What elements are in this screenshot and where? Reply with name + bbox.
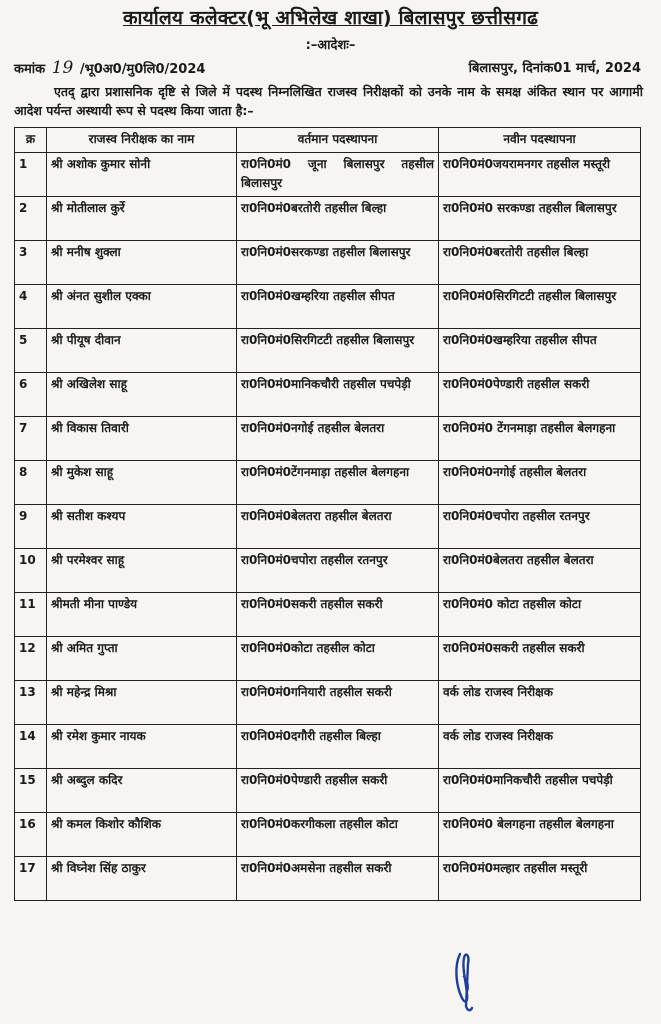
new-posting-cell: रा0नि0मं0नगोई तहसील बेलतरा (439, 461, 641, 505)
new-posting-cell: रा0नि0मं0सिरगिटटी तहसील बिलासपुर (439, 285, 641, 329)
current-posting-cell: रा0नि0मं0मानिकचौरी तहसील पचपेड़ी (237, 373, 439, 417)
reference-code: /भू0अ0/मु0लि0/2024 (79, 62, 206, 77)
current-posting-cell: रा0नि0मं0बेलतरा तहसील बेलतरा (237, 505, 439, 549)
serial-cell: 15 (15, 769, 47, 813)
table-row (15, 197, 641, 241)
current-posting-cell: रा0नि0मं0बरतोरी तहसील बिल्हा (237, 197, 439, 241)
new-posting-cell: रा0नि0मं0मानिकचौरी तहसील पचपेड़ी (439, 769, 641, 813)
new-posting-cell: रा0नि0मं0 कोटा तहसील कोटा (439, 593, 641, 637)
header-name: राजस्व निरीक्षक का नाम (47, 128, 237, 153)
table-row (15, 769, 641, 813)
reference-line (14, 58, 641, 80)
inspector-name-cell: श्रीमती मीना पाण्डेय (47, 593, 237, 637)
intro-paragraph: एतद् द्वारा प्रशासनिक दृष्टि से जिले में पदस्थ निम्नलिखित राजस्व निरीक्षकों को उनके नाम के समक्ष अंकित स्थान पर आगामी आदेश पर्यन्त अस्थायी रूप से पदस्थ किया जाता है:– (14, 84, 643, 118)
current-posting-cell: रा0नि0मं0सिरगिटटी तहसील बिलासपुर (237, 329, 439, 373)
inspector-name-cell: श्री अब्दुल कदिर (47, 769, 237, 813)
new-posting-cell: रा0नि0मं0सकरी तहसील सकरी (439, 637, 641, 681)
current-posting-cell: रा0नि0मं0दगौरी तहसील बिल्हा (237, 725, 439, 769)
new-posting-cell: रा0नि0मं0पेण्डारी तहसील सकरी (439, 373, 641, 417)
current-posting-cell: रा0नि0मं0अमसेना तहसील सकरी (237, 857, 439, 901)
transfer-table (14, 127, 641, 901)
reference-prefix: कमांक (14, 62, 46, 77)
current-posting-cell: रा0नि0मं0टेंगनमाड़ा तहसील बेलगहना (237, 461, 439, 505)
serial-cell: 2 (15, 197, 47, 241)
inspector-name-cell: श्री अमित गुप्ता (47, 637, 237, 681)
table-row (15, 241, 641, 285)
new-posting-cell: वर्क लोड राजस्व निरीक्षक (439, 681, 641, 725)
serial-cell: 16 (15, 813, 47, 857)
table-row (15, 329, 641, 373)
table-row (15, 857, 641, 901)
current-posting-cell: रा0नि0मं0खम्हरिया तहसील सीपत (237, 285, 439, 329)
current-posting-cell: रा0नि0मं0 जूना बिलासपुर तहसील बिलासपुर (237, 153, 439, 197)
header-new-posting: नवीन पदस्थापना (439, 128, 641, 153)
serial-cell: 14 (15, 725, 47, 769)
reference-number (14, 58, 205, 78)
inspector-name-cell: श्री कमल किशोर कौशिक (47, 813, 237, 857)
table-row (15, 549, 641, 593)
new-posting-cell: रा0नि0मं0खम्हरिया तहसील सीपत (439, 329, 641, 373)
table-row (15, 285, 641, 329)
order-heading: :–आदेशः– (305, 38, 356, 53)
new-posting-cell: रा0नि0मं0 सरकण्डा तहसील बिलासपुर (439, 197, 641, 241)
inspector-name-cell: श्री सतीश कश्यप (47, 505, 237, 549)
new-posting-cell: रा0नि0मं0बेलतरा तहसील बेलतरा (439, 549, 641, 593)
header-current-posting: वर्तमान पदस्थापना (237, 128, 439, 153)
inspector-name-cell: श्री महेन्द्र मिश्रा (47, 681, 237, 725)
serial-cell: 10 (15, 549, 47, 593)
serial-cell: 3 (15, 241, 47, 285)
table-header-row (15, 128, 641, 153)
handwritten-number: 19 (51, 58, 74, 78)
current-posting-cell: रा0नि0मं0गनियारी तहसील सकरी (237, 681, 439, 725)
inspector-name-cell: श्री परमेश्वर साहू (47, 549, 237, 593)
table-row (15, 593, 641, 637)
inspector-name-cell: श्री मनीष शुक्ला (47, 241, 237, 285)
current-posting-cell: रा0नि0मं0सकरी तहसील सकरी (237, 593, 439, 637)
table-row (15, 505, 641, 549)
serial-cell: 8 (15, 461, 47, 505)
serial-cell: 4 (15, 285, 47, 329)
inspector-name-cell: श्री अंनत सुशील एक्का (47, 285, 237, 329)
new-posting-cell: रा0नि0मं0बरतोरी तहसील बिल्हा (439, 241, 641, 285)
serial-cell: 7 (15, 417, 47, 461)
inspector-name-cell: श्री विकास तिवारी (47, 417, 237, 461)
serial-cell: 13 (15, 681, 47, 725)
inspector-name-cell: श्री मोतीलाल कुर्रे (47, 197, 237, 241)
table-row (15, 637, 641, 681)
current-posting-cell: रा0नि0मं0सरकण्डा तहसील बिलासपुर (237, 241, 439, 285)
new-posting-cell: रा0नि0मं0चपोरा तहसील रतनपुर (439, 505, 641, 549)
serial-cell: 9 (15, 505, 47, 549)
serial-cell: 17 (15, 857, 47, 901)
new-posting-cell: रा0नि0मं0 बेलगहना तहसील बेलगहना (439, 813, 641, 857)
table-row (15, 153, 641, 197)
new-posting-cell: रा0नि0मं0 टेंगनमाड़ा तहसील बेलगहना (439, 417, 641, 461)
current-posting-cell: रा0नि0मं0कोटा तहसील कोटा (237, 637, 439, 681)
office-title: कार्यालय कलेक्टर(भू अभिलेख शाखा) बिलासपुर छत्तीसगढ (122, 7, 539, 29)
current-posting-cell: रा0नि0मं0पेण्डारी तहसील सकरी (237, 769, 439, 813)
new-posting-cell: वर्क लोड राजस्व निरीक्षक (439, 725, 641, 769)
serial-cell: 1 (15, 153, 47, 197)
signature-icon (446, 946, 486, 1016)
table-row (15, 681, 641, 725)
inspector-name-cell: श्री अखिलेश साहू (47, 373, 237, 417)
table-row (15, 417, 641, 461)
inspector-name-cell: श्री रमेश कुमार नायक (47, 725, 237, 769)
current-posting-cell: रा0नि0मं0करगीकला तहसील कोटा (237, 813, 439, 857)
table-row (15, 813, 641, 857)
serial-cell: 5 (15, 329, 47, 373)
current-posting-cell: रा0नि0मं0नगोई तहसील बेलतरा (237, 417, 439, 461)
table-row (15, 461, 641, 505)
serial-cell: 11 (15, 593, 47, 637)
table-row (15, 725, 641, 769)
new-posting-cell: रा0नि0मं0मल्हार तहसील मस्तूरी (439, 857, 641, 901)
inspector-name-cell: श्री अशोक कुमार सोनी (47, 153, 237, 197)
new-posting-cell: रा0नि0मं0जयरामनगर तहसील मस्तूरी (439, 153, 641, 197)
table-row (15, 373, 641, 417)
current-posting-cell: रा0नि0मं0चपोरा तहसील रतनपुर (237, 549, 439, 593)
inspector-name-cell: श्री विघ्नेश सिंह ठाकुर (47, 857, 237, 901)
inspector-name-cell: श्री पीयूष दीवान (47, 329, 237, 373)
serial-cell: 12 (15, 637, 47, 681)
place-date: बिलासपुर, दिनांक01 मार्च, 2024 (468, 61, 641, 76)
header-serial: क्र (15, 128, 47, 153)
serial-cell: 6 (15, 373, 47, 417)
inspector-name-cell: श्री मुकेश साहू (47, 461, 237, 505)
